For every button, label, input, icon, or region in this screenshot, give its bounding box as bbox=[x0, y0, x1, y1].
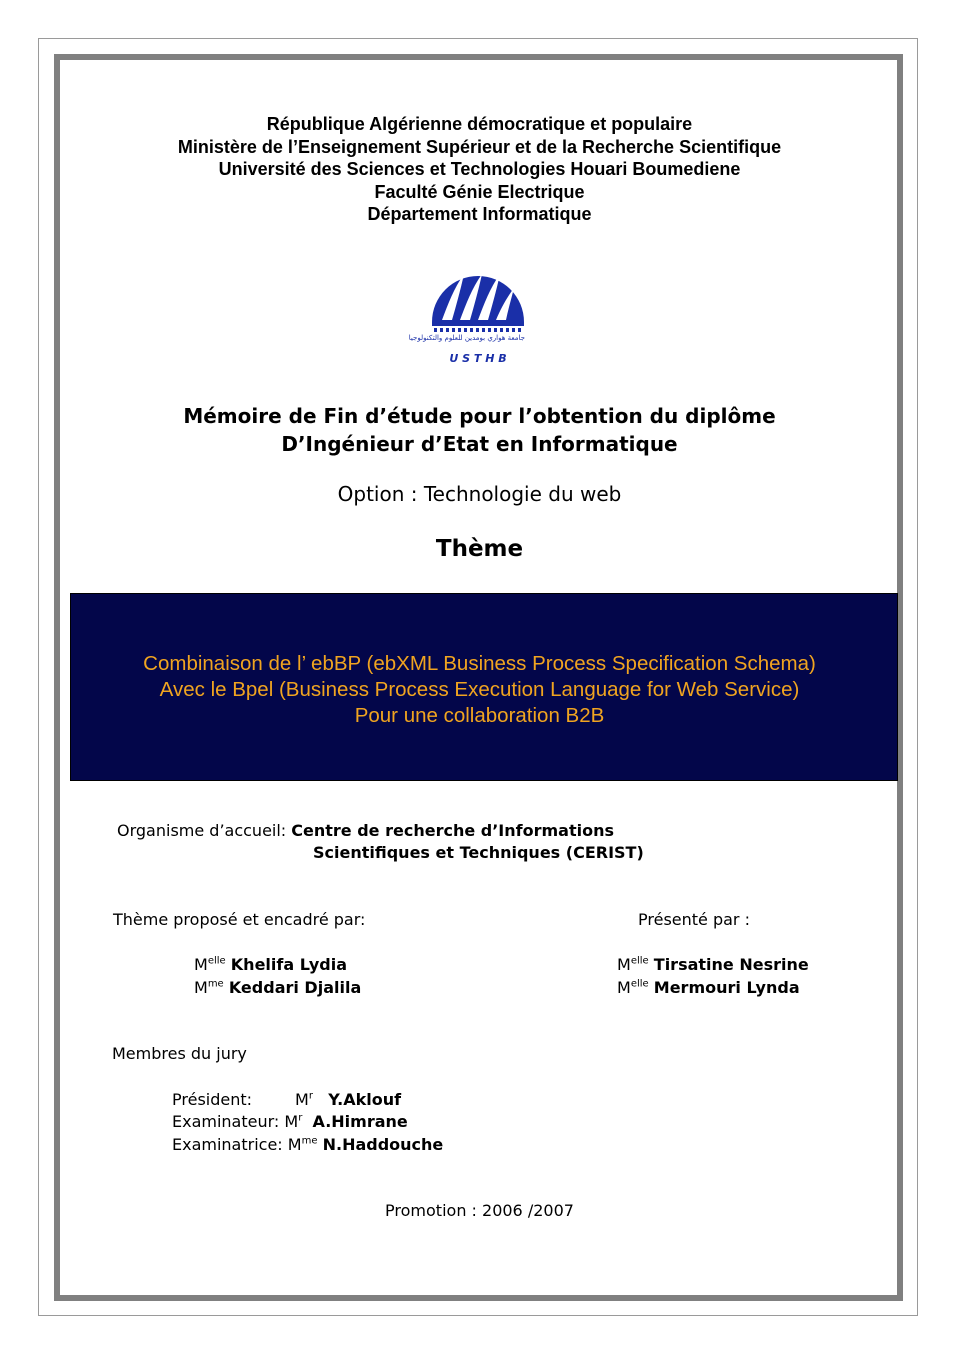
memoire-line-2: D’Ingénieur d’Etat en Informatique bbox=[281, 432, 678, 456]
encadreur-2: $M^{me}$ Keddari Djalila bbox=[194, 978, 362, 997]
presente-label: Présenté par : bbox=[638, 910, 750, 929]
header-faculte: Faculté Génie Electrique bbox=[374, 181, 585, 202]
header-ministere: Ministère de l’Enseignement Supérieur et de la Recherche Scientifique bbox=[177, 136, 782, 157]
jury-examinateur: Examinateur: $M^r$ A.Himrane bbox=[172, 1112, 408, 1131]
logo-acronym: U S T H B bbox=[449, 352, 507, 365]
theme-text bbox=[0, 651, 959, 729]
theme-line-3: Pour une collaboration B2B bbox=[354, 704, 605, 727]
encadreur-1: $M^{elle}$ Khelifa Lydia bbox=[194, 955, 347, 974]
usthb-logo bbox=[408, 262, 530, 366]
organisme-name-2: Scientifiques et Techniques (CERIST) bbox=[313, 843, 644, 862]
header-republique: République Algérienne démocratique et populaire bbox=[266, 114, 693, 134]
presentateur-2: $M^{elle}$ Mermouri Lynda bbox=[617, 978, 800, 997]
presentateur-1: $M^{elle}$ Tirsatine Nesrine bbox=[617, 955, 809, 974]
header-departement: Département Informatique bbox=[367, 204, 592, 224]
memoire-title bbox=[0, 402, 959, 458]
encadre-label: Thème proposé et encadré par: bbox=[113, 910, 366, 929]
theme-line-2: Avec le Bpel (Business Process Execution Language for Web Service) bbox=[159, 678, 800, 701]
theme-line-1: Combinaison de l’ ebBP (ebXML Business Process Specification Schema) bbox=[143, 652, 816, 675]
option-line: Option : Technologie du web bbox=[337, 482, 622, 506]
jury-president: Président: $M^r$ Y.Aklouf bbox=[172, 1090, 402, 1109]
organisme-name-1: Centre de recherche d’Informations bbox=[291, 821, 614, 840]
organisme-label: Organisme d’accueil: bbox=[117, 821, 292, 840]
jury-examinatrice: Examinatrice: $M^{me}$ N.Haddouche bbox=[172, 1135, 444, 1154]
promotion: Promotion : 2006 /2007 bbox=[385, 1201, 574, 1220]
memoire-line-1: Mémoire de Fin d’étude pour l’obtention du diplôme bbox=[183, 404, 776, 428]
logo-arabic-text: جامعة هواري بومدين للعلوم والتكنولوجيا bbox=[408, 334, 525, 342]
institution-header bbox=[0, 113, 959, 226]
organisme-line-1 bbox=[117, 820, 614, 842]
jury-label: Membres du jury bbox=[112, 1044, 247, 1063]
header-universite: Université des Sciences et Technologies Houari Boumediene bbox=[218, 159, 741, 179]
theme-heading: Thème bbox=[435, 536, 524, 562]
